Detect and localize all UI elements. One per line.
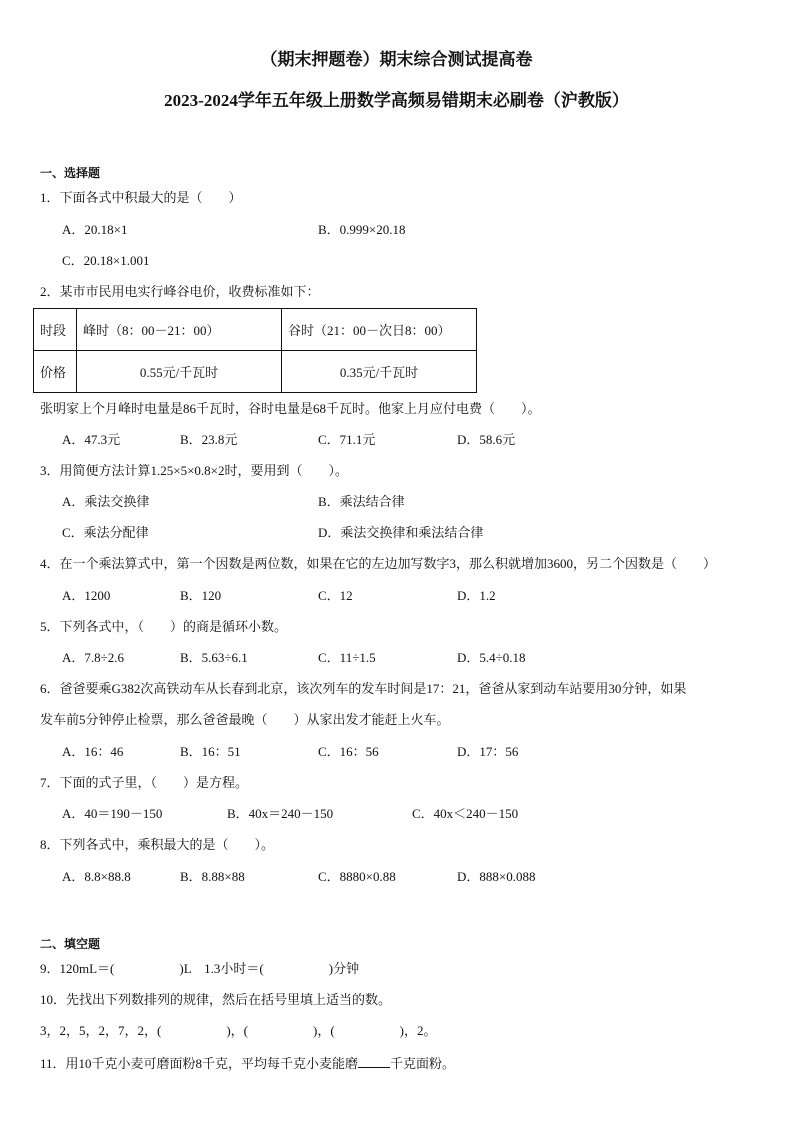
question-3: 3．用简便方法计算1.25×5×0.8×2时，要用到（ ）。: [40, 463, 348, 478]
option-b: B．23.8元: [180, 432, 238, 447]
option-a: A．1200: [62, 588, 111, 603]
option-c: C．16：56: [318, 744, 379, 759]
table-header: 谷时（21：00－次日8：00）: [282, 309, 477, 351]
option-b: B．120: [180, 588, 222, 603]
page-title: （期末押题卷）期末综合测试提高卷: [260, 50, 533, 69]
question-8: 8．下列各式中，乘积最大的是（ ）。: [40, 837, 275, 852]
question-6: 6．爸爸要乘G382次高铁动车从长春到北京，该次列车的发车时间是17：21，爸爸从家到动车站要用30分钟，如果: [40, 681, 687, 696]
section-heading-choice: 一、选择题: [40, 166, 101, 180]
option-b: B．乘法结合律: [318, 494, 405, 509]
question-7: 7．下面的式子里，（ ）是方程。: [40, 775, 249, 790]
question-4: 4．在一个乘法算式中，第一个因数是两位数，如果在它的左边加写数字3，那么积就增加3600，另二个因数是（ ）: [40, 556, 717, 571]
option-c: C．8880×0.88: [318, 869, 396, 884]
option-a: A．7.8÷2.6: [62, 650, 125, 665]
option-a: A．40＝190－150: [62, 806, 163, 821]
option-d: D．58.6元: [457, 432, 516, 447]
option-a: A．8.8×88.8: [62, 869, 131, 884]
option-c: C．12: [318, 588, 353, 603]
question-10: 10．先找出下列数排列的规律，然后在括号里填上适当的数。: [40, 992, 392, 1007]
question-10-sequence: 3，2，5，2，7，2，( )，( )，( )，2。: [40, 1023, 437, 1038]
option-c: C．11÷1.5: [318, 650, 376, 665]
question-11-text: 11．用10千克小麦可磨面粉8千克，平均每千克小麦能磨: [40, 1056, 359, 1071]
question-1: 1．下面各式中积最大的是（ ）: [40, 190, 242, 205]
option-b: B．8.88×88: [180, 869, 245, 884]
section-heading-fill: 二、填空题: [40, 937, 101, 951]
table-header: 峰时（8：00－21：00）: [77, 309, 282, 351]
question-9: 9．120mL＝( )L 1.3小时＝( )分钟: [40, 961, 360, 976]
option-b: B．5.63÷6.1: [180, 650, 248, 665]
option-b: B．16：51: [180, 744, 241, 759]
option-c: C．40x＜240－150: [412, 806, 519, 821]
question-2: 2．某市市民用电实行峰谷电价，收费标准如下：: [40, 284, 320, 299]
option-d: D．888×0.088: [457, 869, 536, 884]
question-5: 5．下列各式中，（ ）的商是循环小数。: [40, 619, 288, 634]
option-a: A．20.18×1: [62, 222, 128, 237]
question-6-text: 发车前5分钟停止检票，那么爸爸最晚（ ）从家出发才能赶上火车。: [40, 712, 450, 727]
option-c: C．乘法分配律: [62, 525, 149, 540]
table-cell: 0.35元/千瓦时: [282, 351, 477, 393]
table-header: 时段: [34, 309, 77, 351]
question-11: [40, 1055, 455, 1072]
option-d: D．5.4÷0.18: [457, 650, 526, 665]
page-subtitle: 2023-2024学年五年级上册数学高频易错期末必刷卷（沪教版）: [164, 91, 629, 110]
option-d: D．1.2: [457, 588, 496, 603]
option-c: C．71.1元: [318, 432, 376, 447]
option-d: D．17：56: [457, 744, 519, 759]
price-table: [33, 308, 477, 393]
table-cell: 0.55元/千瓦时: [77, 351, 282, 393]
table-cell: 价格: [34, 351, 77, 393]
question-2-text: 张明家上个月峰时电量是86千瓦时，谷时电量是68千瓦时。他家上月应付电费（ ）。: [40, 401, 541, 416]
answer-blank: [358, 1055, 390, 1068]
option-a: A．47.3元: [62, 432, 121, 447]
option-a: A．乘法交换律: [62, 494, 150, 509]
option-c: C．20.18×1.001: [62, 253, 150, 268]
option-a: A．16：46: [62, 744, 124, 759]
option-b: B．40x＝240－150: [227, 806, 334, 821]
question-11-text-end: 千克面粉。: [390, 1056, 456, 1071]
option-d: D．乘法交换律和乘法结合律: [318, 525, 484, 540]
option-b: B．0.999×20.18: [318, 222, 406, 237]
